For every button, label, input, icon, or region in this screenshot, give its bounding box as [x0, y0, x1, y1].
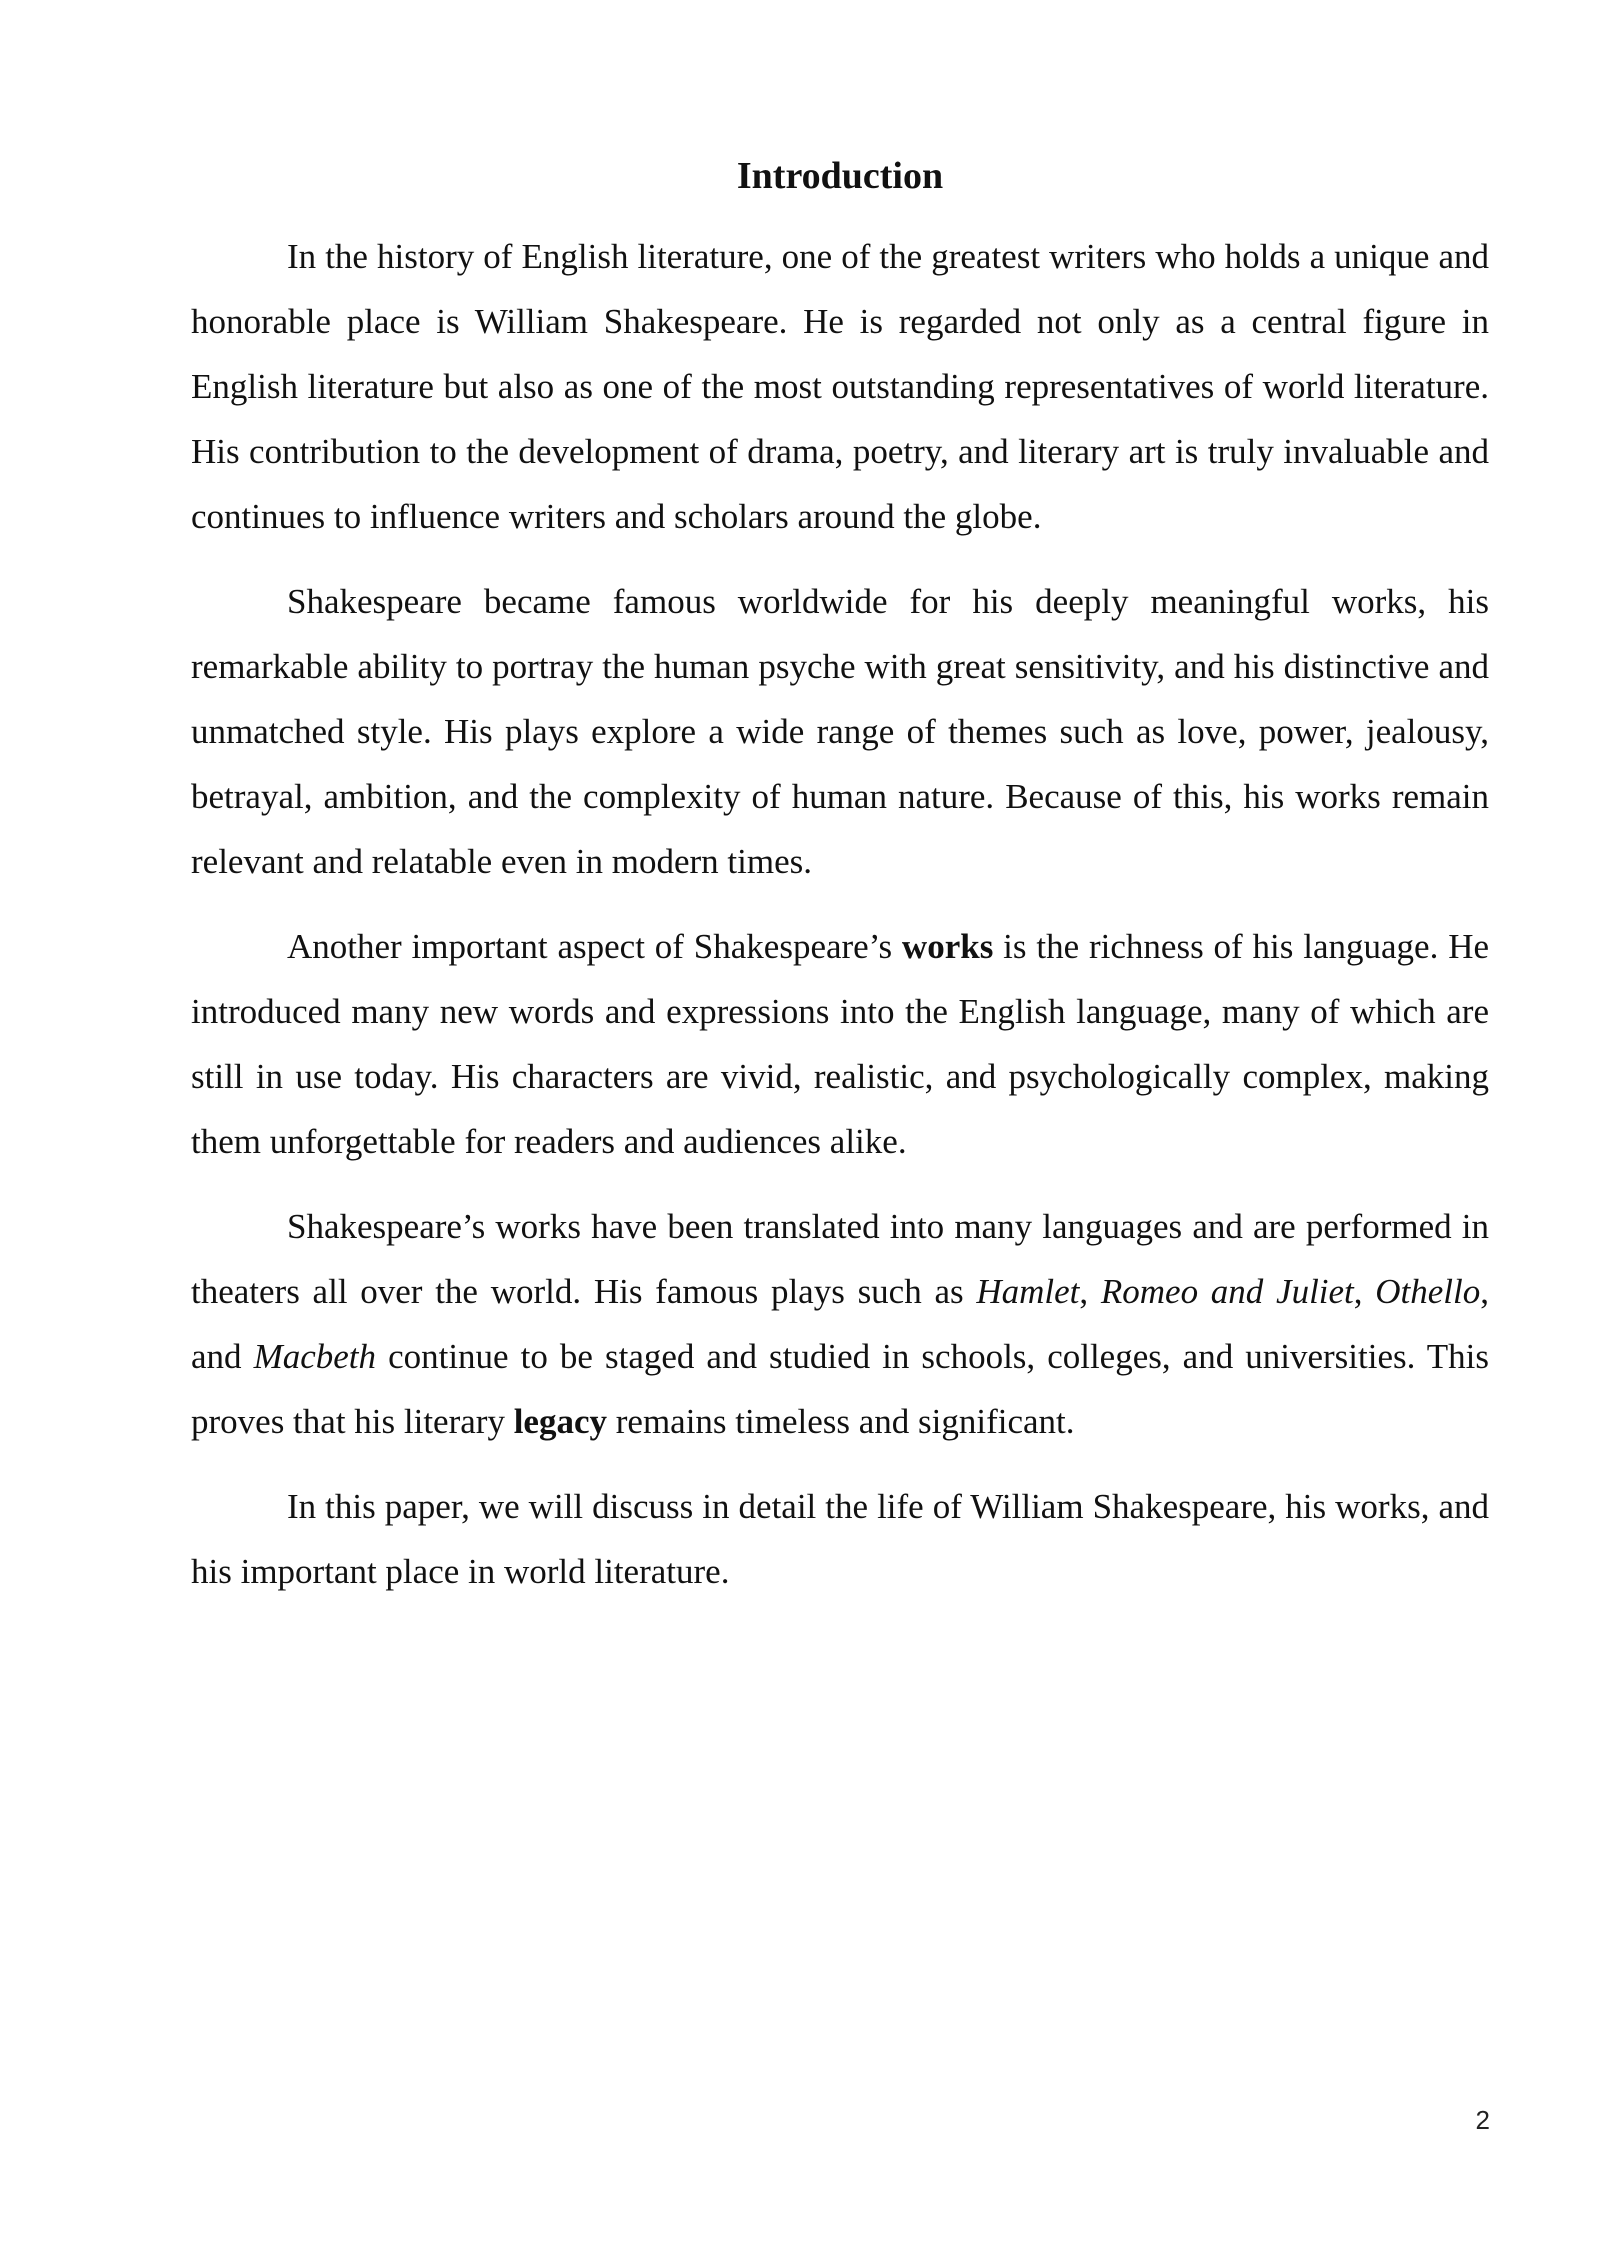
bold-emphasis-works: works [901, 927, 994, 966]
paragraph-4 [191, 1194, 1489, 1454]
play-title-hamlet: Hamlet [976, 1272, 1080, 1311]
paragraph-1 [191, 224, 1489, 549]
play-title-macbeth: Macbeth [253, 1337, 377, 1376]
play-title-romeo-and-juliet: Romeo and Juliet [1100, 1272, 1354, 1311]
paragraph-text: continue to be staged and studied in schools, colleges, and universities. This proves that his literary [191, 1337, 1489, 1441]
page-number: 2 [1475, 2105, 1490, 2135]
paragraph-text: Another important aspect of Shakespeare’s [287, 927, 902, 966]
paragraph-text: In the history of English literature, one of the greatest writers who holds a unique and honorable place is William Shakespeare. He is regarded not only as a central figure in English literature but also as one of the most outstanding representatives of world literature. His contribution to the development of drama, poetry, and literary art is truly invaluable and continues to influence writers and scholars around the globe. [191, 237, 1489, 536]
paragraph-text: remains timeless and significant. [607, 1402, 1075, 1441]
play-title-othello: Othello [1375, 1272, 1481, 1311]
paragraph-2 [191, 569, 1489, 894]
paragraph-text: , [1079, 1272, 1101, 1311]
bold-emphasis-legacy: legacy [513, 1402, 607, 1441]
paragraph-text: In this paper, we will discuss in detail the life of William Shakespeare, his works, and his important place in world literature. [191, 1487, 1489, 1591]
document-body [191, 150, 1489, 1624]
paragraph-3 [191, 914, 1489, 1174]
paragraph-text: , and [191, 1272, 1489, 1376]
paragraph-text: is the richness of his language. He introduced many new words and expressions into the English language, many of which are still in use today. His characters are vivid, realistic, and psychologically complex, making them unforgettable for readers and audiences alike. [191, 927, 1489, 1161]
section-heading: Introduction [736, 155, 944, 197]
paragraph-text: Shakespeare’s works have been translated into many languages and are performed in theaters all over the world. His famous plays such as [191, 1207, 1489, 1311]
paragraph-text: Shakespeare became famous worldwide for his deeply meaningful works, his remarkable ability to portray the human psyche with great sensitivity, and his distinctive and unmatched style. His plays explore a wide range of themes such as love, power, jealousy, betrayal, ambition, and the complexity of human nature. Because of this, his works remain relevant and relatable even in modern times. [191, 582, 1489, 881]
paragraph-text: , [1353, 1272, 1376, 1311]
paragraph-5 [191, 1474, 1489, 1604]
